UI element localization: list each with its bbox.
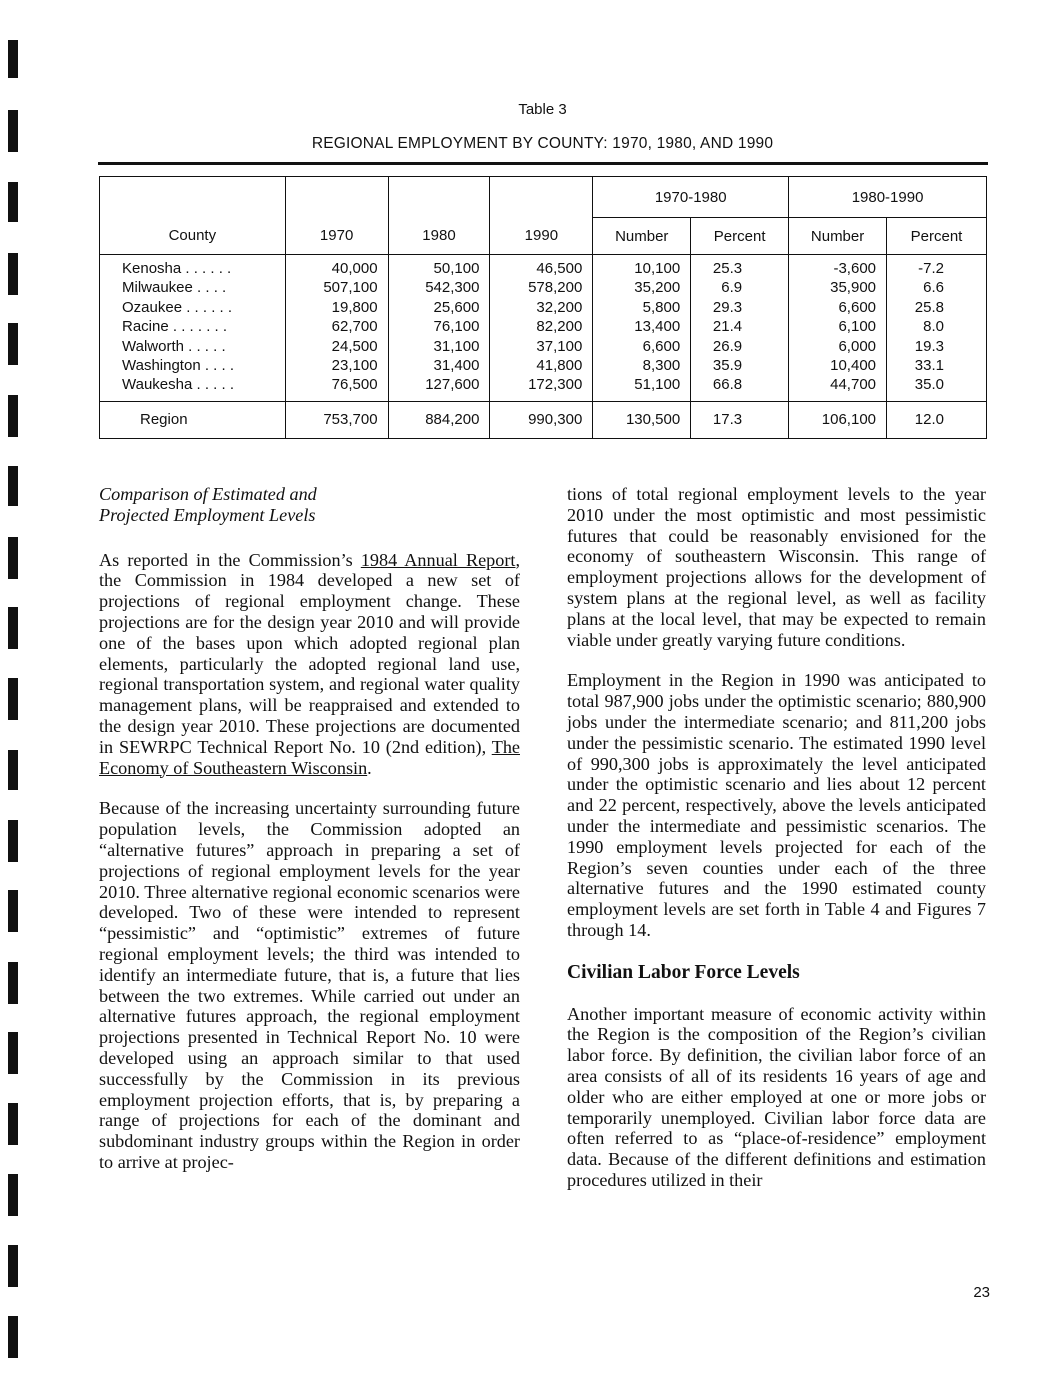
cell: 51,100 — [593, 375, 691, 401]
cell: 66.8 — [691, 375, 789, 401]
cell: 990,300 — [490, 401, 593, 438]
paragraph — [99, 550, 520, 779]
column-header: Number — [593, 218, 691, 255]
cell: 24,500 — [285, 337, 388, 356]
cell: 35.9 — [691, 356, 789, 375]
cell: 10,100 — [593, 255, 691, 279]
cell: -7.2 — [887, 255, 987, 279]
binding-mark — [8, 890, 18, 932]
binding-mark — [8, 1245, 18, 1287]
binding-mark — [8, 750, 18, 790]
cell-county: Waukesha . . . . . — [100, 375, 286, 401]
cell: 76,500 — [285, 375, 388, 401]
text-run: , the Commission in 1984 developed a new set of projections of regional employment change. These projections are for the design year 2010 and will provide one of the bases upon which adopted regional plan elements, particularly the adopted regional land use, regional transportation system, and regional water quality management plans, will be reappraised and extended to the design year 2010. These projections are documented in SEWRPC Technical Report No. 10 (2nd edition), — [99, 549, 520, 757]
section-heading: Civilian Labor Force Levels — [567, 961, 800, 983]
binding-mark — [8, 537, 18, 579]
cell: 19.3 — [887, 337, 987, 356]
binding-mark — [8, 1316, 18, 1358]
cell: -3,600 — [789, 255, 887, 279]
binding-mark — [8, 1103, 18, 1145]
cell: 35.0 — [887, 375, 987, 401]
cell: 6,100 — [789, 317, 887, 336]
cell: 5,800 — [593, 298, 691, 317]
binding-mark — [8, 395, 18, 437]
header-blank — [388, 177, 490, 218]
binding-mark — [8, 678, 18, 720]
paragraph: Because of the increasing uncertainty surrounding future population levels, the Commission adopted an “alternative futures” approach in preparing a set of projections of regional employment levels for the year 2010. Three alternative regional economic scenarios were developed. Two of these were intended to represent “pessimistic” and “optimistic” extremes of future regional employment levels; the third was intended to identify an intermediate future, that is, a future that lies between the two extremes. While carried out under an alternative futures approach, the regional employment projections presented in Technical Report No. 10 were developed using an approach similar to that used successfully by the Commission in its previous employment projection efforts, that is, by preparing a range of projections for each of the dominant and subdominant industry groups within the Region in order to arrive at projec- — [99, 798, 520, 1172]
paragraph: tions of total regional employment levels to the year 2010 under the most optimistic and most pessimistic futures that could be reasonably envisioned for the economy of southeastern Wisconsin. This range of employment projections allows for the development of system plans at the regional level, as well as facility plans at the local level, that may be expected to remain viable under greatly varying future conditions. — [567, 484, 986, 650]
cell: 50,100 — [388, 255, 490, 279]
cell-county: Walworth . . . . . — [100, 337, 286, 356]
table-row — [100, 317, 987, 336]
cell: 12.0 — [887, 401, 987, 438]
cell: 32,200 — [490, 298, 593, 317]
cell: 76,100 — [388, 317, 490, 336]
group-header-1970-1980: 1970-1980 — [593, 177, 789, 218]
binding-mark — [8, 1174, 18, 1216]
report-title-link[interactable]: 1984 Annual Report — [360, 549, 516, 570]
cell-county: Racine . . . . . . . — [100, 317, 286, 336]
text-run: As reported in the Commission’s — [99, 549, 361, 570]
right-column — [567, 484, 986, 1191]
table-title: REGIONAL EMPLOYMENT BY COUNTY: 1970, 1980, AND 1990 — [311, 135, 774, 152]
cell: 10,400 — [789, 356, 887, 375]
cell-county: Kenosha . . . . . . — [100, 255, 286, 279]
cell: 29.3 — [691, 298, 789, 317]
report-title-link[interactable]: The Economy of Southeastern Wisconsin — [99, 736, 520, 778]
column-header: 1980 — [388, 218, 490, 255]
cell: 21.4 — [691, 317, 789, 336]
cell: 41,800 — [490, 356, 593, 375]
binding-mark — [8, 607, 18, 649]
cell: 82,200 — [490, 317, 593, 336]
table-row — [100, 337, 987, 356]
header-blank — [490, 177, 593, 218]
table-header-group-row — [100, 177, 987, 218]
cell: 37,100 — [490, 337, 593, 356]
cell-county: Milwaukee . . . . — [100, 278, 286, 297]
cell: 25,600 — [388, 298, 490, 317]
cell-county: Ozaukee . . . . . . — [100, 298, 286, 317]
column-header: Percent — [691, 218, 789, 255]
page-number: 23 — [973, 1284, 990, 1301]
cell: 44,700 — [789, 375, 887, 401]
cell: 25.8 — [887, 298, 987, 317]
title-rule — [98, 162, 988, 165]
table-row — [100, 298, 987, 317]
cell: 17.3 — [691, 401, 789, 438]
binding-mark — [8, 1032, 18, 1074]
cell: 6,000 — [789, 337, 887, 356]
section-subheading — [99, 484, 520, 526]
header-blank — [285, 177, 388, 218]
text-run: . — [367, 757, 372, 778]
cell: 62,700 — [285, 317, 388, 336]
column-header: 1990 — [490, 218, 593, 255]
column-header: Number — [789, 218, 887, 255]
cell: 31,400 — [388, 356, 490, 375]
header-blank — [100, 177, 286, 218]
subheading-line: Comparison of Estimated and — [99, 484, 317, 504]
cell: 106,100 — [789, 401, 887, 438]
cell: 172,300 — [490, 375, 593, 401]
cell: 31,100 — [388, 337, 490, 356]
table-row — [100, 278, 987, 297]
left-column — [99, 484, 520, 1173]
cell: 23,100 — [285, 356, 388, 375]
cell: 753,700 — [285, 401, 388, 438]
binding-mark — [8, 466, 18, 506]
binding-mark — [8, 820, 18, 862]
cell: 884,200 — [388, 401, 490, 438]
cell: 46,500 — [490, 255, 593, 279]
group-header-1980-1990: 1980-1990 — [789, 177, 987, 218]
cell: 578,200 — [490, 278, 593, 297]
table-row — [100, 375, 987, 401]
cell-county: Washington . . . . — [100, 356, 286, 375]
binding-mark — [8, 253, 18, 295]
cell: 542,300 — [388, 278, 490, 297]
cell: 6,600 — [789, 298, 887, 317]
cell: 130,500 — [593, 401, 691, 438]
paragraph: Employment in the Region in 1990 was anticipated to total 987,900 jobs under the optimistic scenario; 880,900 jobs under the intermediate scenario; and 811,200 jobs under the pessimistic scenario. The estimated 1990 level of 990,300 jobs is approximately the level anticipated under the optimistic scenario and lies about 12 percent and 22 percent, respectively, above the levels anticipated under the intermediate and pessimistic scenarios. The 1990 employment levels projected for each of the Region’s seven counties under each of the three alternative futures and the 1990 estimated county employment levels are set forth in Table 4 and Figures 7 through 14. — [567, 670, 986, 940]
cell: 507,100 — [285, 278, 388, 297]
column-header: 1970 — [285, 218, 388, 255]
paragraph: Another important measure of economic activity within the Region is the composition of the Region’s civilian labor force. By definition, the civilian labor force of an area consists of all of its residents 16 years of age and older who are either employed at one or more jobs or temporarily unemployed. Civilian labor force data are often referred to as “place-of-residence” employment data. Because of the different definitions and estimation procedures utilized in their — [567, 1003, 986, 1190]
cell: 127,600 — [388, 375, 490, 401]
table-total-row — [100, 401, 987, 438]
cell: 40,000 — [285, 255, 388, 279]
employment-table — [99, 176, 987, 439]
table-header-row — [100, 218, 987, 255]
cell: 6.6 — [887, 278, 987, 297]
column-header: County — [100, 218, 286, 255]
cell-region: Region — [100, 401, 286, 438]
table-row — [100, 356, 987, 375]
cell: 6,600 — [593, 337, 691, 356]
table-number: Table 3 — [518, 101, 567, 118]
cell: 8,300 — [593, 356, 691, 375]
column-header: Percent — [887, 218, 987, 255]
cell: 19,800 — [285, 298, 388, 317]
binding-mark — [8, 962, 18, 1004]
binding-mark — [8, 182, 18, 222]
cell: 33.1 — [887, 356, 987, 375]
subheading-line: Projected Employment Levels — [99, 504, 316, 525]
binding-mark — [8, 40, 18, 78]
cell: 26.9 — [691, 337, 789, 356]
cell: 35,200 — [593, 278, 691, 297]
cell: 6.9 — [691, 278, 789, 297]
cell: 35,900 — [789, 278, 887, 297]
table-row — [100, 255, 987, 279]
cell: 8.0 — [887, 317, 987, 336]
binding-mark — [8, 323, 18, 365]
cell: 13,400 — [593, 317, 691, 336]
cell: 25.3 — [691, 255, 789, 279]
